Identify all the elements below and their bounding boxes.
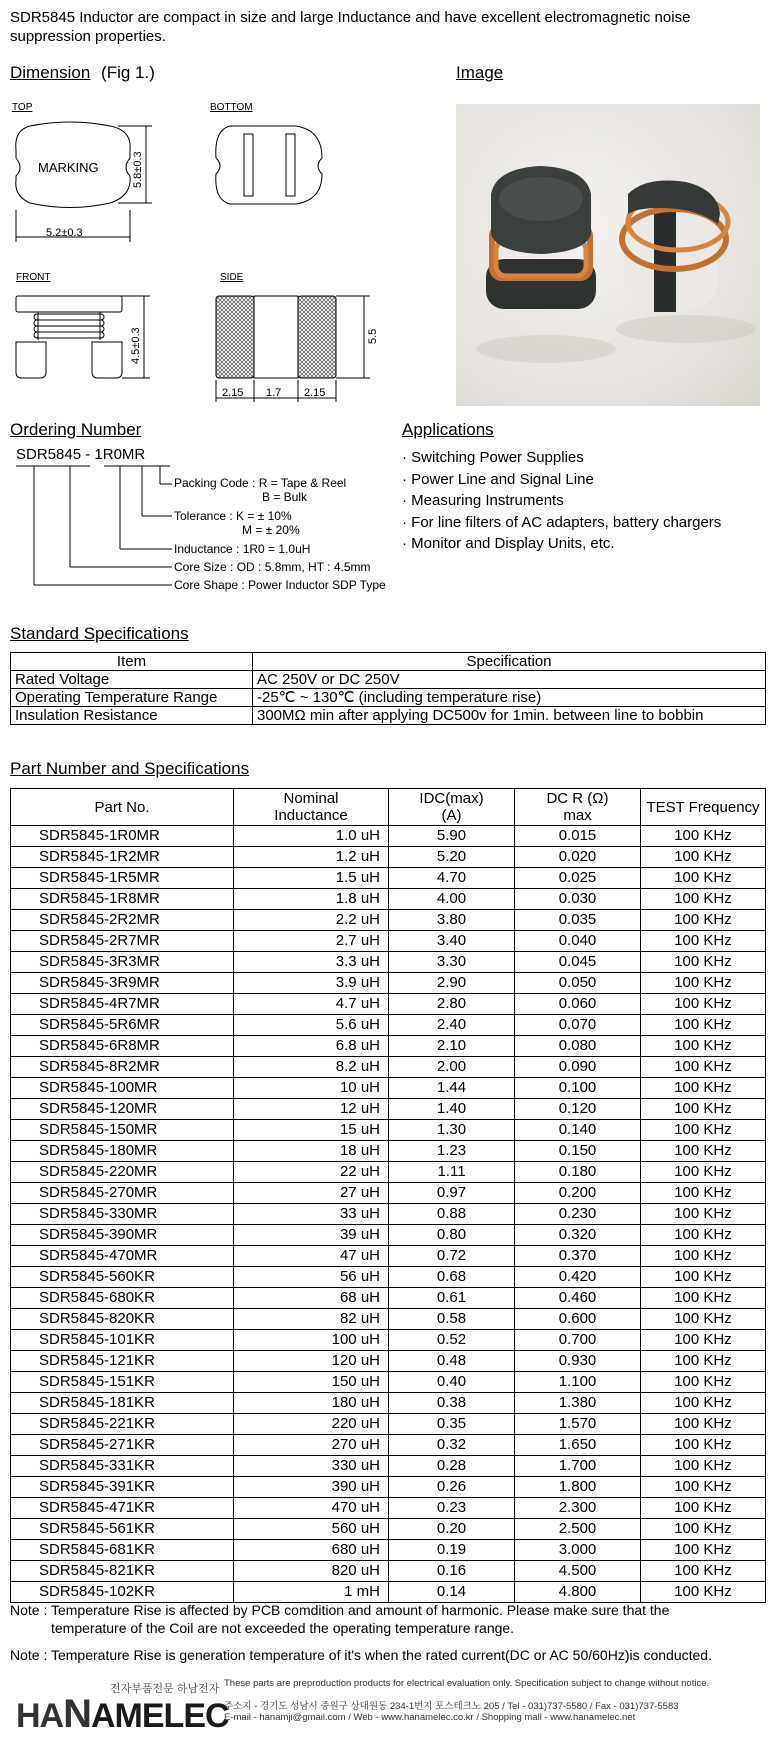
cell-inductance: 27 uH <box>234 1183 389 1204</box>
standard-specs-table <box>10 652 766 725</box>
cell-part-no: SDR5845-121KR <box>11 1351 234 1372</box>
table-row <box>11 1561 766 1582</box>
bottom-label: BOTTOM <box>210 102 253 113</box>
cell-dcr: 0.370 <box>515 1246 641 1267</box>
cell-inductance: 18 uH <box>234 1141 389 1162</box>
table-row <box>11 1204 766 1225</box>
cell-dcr: 2.300 <box>515 1498 641 1519</box>
cell-idc: 0.20 <box>389 1519 515 1540</box>
cell-idc: 3.30 <box>389 952 515 973</box>
cell-dcr: 1.100 <box>515 1372 641 1393</box>
cell-inductance: 180 uH <box>234 1393 389 1414</box>
cell-part-no: SDR5845-560KR <box>11 1267 234 1288</box>
cell-idc: 5.90 <box>389 826 515 847</box>
cell-dcr: 4.800 <box>515 1582 641 1603</box>
cell-part-no: SDR5845-102KR <box>11 1582 234 1603</box>
table-row <box>11 1330 766 1351</box>
cell-part-no: SDR5845-1R2MR <box>11 847 234 868</box>
ordering-line-core-size: Core Size : OD : 5.8mm, HT : 4.5mm <box>174 560 371 574</box>
cell-inductance: 8.2 uH <box>234 1057 389 1078</box>
cell-inductance: 33 uH <box>234 1204 389 1225</box>
cell-dcr: 0.070 <box>515 1015 641 1036</box>
cell-dcr: 0.060 <box>515 994 641 1015</box>
ordering-line-tolerance: Tolerance : K = ± 10% <box>174 509 292 523</box>
parts-title: Part Number and Specifications <box>10 759 250 778</box>
cell-idc: 1.11 <box>389 1162 515 1183</box>
table-cell: Rated Voltage <box>11 671 253 689</box>
cell-dcr: 0.460 <box>515 1288 641 1309</box>
table-row <box>11 1267 766 1288</box>
table-row <box>11 707 766 725</box>
cell-dcr: 0.140 <box>515 1120 641 1141</box>
cell-dcr: 3.000 <box>515 1540 641 1561</box>
table-cell: Insulation Resistance <box>11 707 253 725</box>
table-row <box>11 1099 766 1120</box>
table-cell: AC 250V or DC 250V <box>253 671 766 689</box>
cell-inductance: 100 uH <box>234 1330 389 1351</box>
cell-dcr: 4.500 <box>515 1561 641 1582</box>
note-2: Note : Temperature Rise is generation temperature of it's when the rated current(DC or AC 50/60Hz)is conducted. <box>10 1647 712 1663</box>
cell-dcr: 0.045 <box>515 952 641 973</box>
cell-test-frequency: 100 KHz <box>641 1036 766 1057</box>
table-row <box>11 671 766 689</box>
applications-list <box>402 447 721 555</box>
cell-dcr: 1.700 <box>515 1456 641 1477</box>
cell-part-no: SDR5845-681KR <box>11 1540 234 1561</box>
cell-test-frequency: 100 KHz <box>641 1204 766 1225</box>
table-row <box>11 1246 766 1267</box>
table-row <box>11 826 766 847</box>
cell-inductance: 3.3 uH <box>234 952 389 973</box>
cell-part-no: SDR5845-221KR <box>11 1414 234 1435</box>
cell-dcr: 1.380 <box>515 1393 641 1414</box>
cell-dcr: 0.150 <box>515 1141 641 1162</box>
cell-idc: 0.97 <box>389 1183 515 1204</box>
table-header-cell: Item <box>11 653 253 671</box>
cell-idc: 4.00 <box>389 889 515 910</box>
cell-idc: 0.61 <box>389 1288 515 1309</box>
cell-part-no: SDR5845-6R8MR <box>11 1036 234 1057</box>
table-row <box>11 1078 766 1099</box>
cell-test-frequency: 100 KHz <box>641 910 766 931</box>
cell-part-no: SDR5845-100MR <box>11 1078 234 1099</box>
cell-part-no: SDR5845-390MR <box>11 1225 234 1246</box>
cell-idc: 1.44 <box>389 1078 515 1099</box>
cell-idc: 0.88 <box>389 1204 515 1225</box>
cell-dcr: 0.020 <box>515 847 641 868</box>
cell-idc: 0.58 <box>389 1309 515 1330</box>
cell-test-frequency: 100 KHz <box>641 931 766 952</box>
table-row <box>11 689 766 707</box>
table-row <box>11 868 766 889</box>
cell-idc: 0.68 <box>389 1267 515 1288</box>
cell-test-frequency: 100 KHz <box>641 994 766 1015</box>
marking-text: MARKING <box>38 160 99 175</box>
cell-idc: 3.80 <box>389 910 515 931</box>
cell-dcr: 0.030 <box>515 889 641 910</box>
cell-test-frequency: 100 KHz <box>641 1246 766 1267</box>
cell-test-frequency: 100 KHz <box>641 1183 766 1204</box>
cell-test-frequency: 100 KHz <box>641 1582 766 1603</box>
cell-part-no: SDR5845-820KR <box>11 1309 234 1330</box>
table-row <box>11 1435 766 1456</box>
cell-test-frequency: 100 KHz <box>641 1078 766 1099</box>
table-row <box>11 1057 766 1078</box>
cell-dcr: 0.930 <box>515 1351 641 1372</box>
note-1-line-b: temperature of the Coil are not exceeded the operating temperature range. <box>51 1620 515 1636</box>
cell-idc: 0.48 <box>389 1351 515 1372</box>
cell-idc: 0.16 <box>389 1561 515 1582</box>
footer-disclaimer: These parts are preproduction products for electrical evaluation only. Specification subject to change without notice. <box>224 1678 710 1689</box>
ordering-line-bulk: B = Bulk <box>262 490 308 504</box>
table-row <box>11 847 766 868</box>
logo-part-b: N <box>63 1692 91 1736</box>
ordering-code-sep: - <box>81 446 95 463</box>
cell-dcr: 0.320 <box>515 1225 641 1246</box>
header-dcr: DC R (Ω) max <box>515 789 641 826</box>
cell-inductance: 150 uH <box>234 1372 389 1393</box>
cell-inductance: 1.8 uH <box>234 889 389 910</box>
application-item: · Power Line and Signal Line <box>402 470 594 488</box>
cell-inductance: 220 uH <box>234 1414 389 1435</box>
table-row <box>11 1036 766 1057</box>
table-row <box>11 1162 766 1183</box>
cell-dcr: 0.035 <box>515 910 641 931</box>
ordering-code-base: SDR5845 <box>16 446 82 463</box>
cell-idc: 0.32 <box>389 1435 515 1456</box>
cell-part-no: SDR5845-5R6MR <box>11 1015 234 1036</box>
cell-part-no: SDR5845-680KR <box>11 1288 234 1309</box>
cell-idc: 2.40 <box>389 1015 515 1036</box>
footer-address: 주소지 - 경기도 성남시 중원구 상대원동 234-1번지 포스테크노 205 / Tel - 031)737-5580 / Fax - 031)737-5583 <box>224 1701 679 1712</box>
cell-inductance: 4.7 uH <box>234 994 389 1015</box>
cell-test-frequency: 100 KHz <box>641 952 766 973</box>
table-row <box>11 1456 766 1477</box>
cell-inductance: 560 uH <box>234 1519 389 1540</box>
ordering-title: Ordering Number <box>10 420 142 439</box>
cell-part-no: SDR5845-330MR <box>11 1204 234 1225</box>
cell-part-no: SDR5845-3R3MR <box>11 952 234 973</box>
footer <box>10 1672 770 1738</box>
cell-inductance: 1.2 uH <box>234 847 389 868</box>
table-row <box>11 1498 766 1519</box>
cell-inductance: 10 uH <box>234 1078 389 1099</box>
cell-inductance: 47 uH <box>234 1246 389 1267</box>
table-row <box>11 889 766 910</box>
ordering-line-packing: Packing Code : R = Tape & Reel <box>174 476 347 490</box>
cell-inductance: 1.5 uH <box>234 868 389 889</box>
table-row <box>11 1372 766 1393</box>
cell-test-frequency: 100 KHz <box>641 1498 766 1519</box>
application-item: · Monitor and Display Units, etc. <box>402 535 615 552</box>
standard-specs-title: Standard Specifications <box>10 624 189 643</box>
cell-part-no: SDR5845-1R5MR <box>11 868 234 889</box>
cell-inductance: 15 uH <box>234 1120 389 1141</box>
table-row <box>11 931 766 952</box>
cell-test-frequency: 100 KHz <box>641 847 766 868</box>
cell-test-frequency: 100 KHz <box>641 868 766 889</box>
table-row <box>11 1120 766 1141</box>
cell-part-no: SDR5845-1R8MR <box>11 889 234 910</box>
cell-inductance: 1 mH <box>234 1582 389 1603</box>
product-photo <box>456 104 760 406</box>
front-label: FRONT <box>16 272 51 283</box>
cell-dcr: 0.050 <box>515 973 641 994</box>
cell-idc: 0.80 <box>389 1225 515 1246</box>
table-header-row <box>11 653 766 671</box>
cell-part-no: SDR5845-471KR <box>11 1498 234 1519</box>
cell-inductance: 2.2 uH <box>234 910 389 931</box>
cell-part-no: SDR5845-150MR <box>11 1120 234 1141</box>
cell-dcr: 1.800 <box>515 1477 641 1498</box>
cell-idc: 4.70 <box>389 868 515 889</box>
cell-test-frequency: 100 KHz <box>641 1120 766 1141</box>
cell-part-no: SDR5845-271KR <box>11 1435 234 1456</box>
ordering-packing <box>174 476 346 504</box>
footer-contact: E-mail - hanamji@gmail.com / Web - www.hanamelec.co.kr / Shopping mall - www.hanamelec.net <box>224 1712 636 1723</box>
cell-test-frequency: 100 KHz <box>641 1393 766 1414</box>
cell-idc: 1.40 <box>389 1099 515 1120</box>
cell-part-no: SDR5845-4R7MR <box>11 994 234 1015</box>
cell-idc: 0.23 <box>389 1498 515 1519</box>
header-test-frequency: TEST Frequency <box>641 789 766 826</box>
cell-inductance: 6.8 uH <box>234 1036 389 1057</box>
cell-inductance: 68 uH <box>234 1288 389 1309</box>
cell-inductance: 680 uH <box>234 1540 389 1561</box>
cell-idc: 0.40 <box>389 1372 515 1393</box>
cell-dcr: 1.650 <box>515 1435 641 1456</box>
cell-idc: 2.90 <box>389 973 515 994</box>
cell-inductance: 1.0 uH <box>234 826 389 847</box>
cell-part-no: SDR5845-331KR <box>11 1456 234 1477</box>
dim-width-text: 5.2±0.3 <box>46 227 83 239</box>
table-row <box>11 1309 766 1330</box>
cell-part-no: SDR5845-181KR <box>11 1393 234 1414</box>
cell-dcr: 0.420 <box>515 1267 641 1288</box>
header-idc: IDC(max) (A) <box>389 789 515 826</box>
cell-inductance: 5.6 uH <box>234 1015 389 1036</box>
parts-table <box>10 788 766 1603</box>
cell-test-frequency: 100 KHz <box>641 1015 766 1036</box>
cell-idc: 3.40 <box>389 931 515 952</box>
dim-side-a-text: 2.15 <box>222 387 244 399</box>
cell-test-frequency: 100 KHz <box>641 826 766 847</box>
application-item: · For line filters of AC adapters, battery chargers <box>402 513 722 531</box>
cell-idc: 0.28 <box>389 1456 515 1477</box>
cell-inductance: 3.9 uH <box>234 973 389 994</box>
cell-test-frequency: 100 KHz <box>641 1540 766 1561</box>
cell-part-no: SDR5845-1R0MR <box>11 826 234 847</box>
table-row <box>11 1141 766 1162</box>
table-row <box>11 910 766 931</box>
cell-part-no: SDR5845-470MR <box>11 1246 234 1267</box>
cell-dcr: 0.090 <box>515 1057 641 1078</box>
cell-dcr: 0.040 <box>515 931 641 952</box>
table-header-cell: Specification <box>253 653 766 671</box>
cell-dcr: 1.570 <box>515 1414 641 1435</box>
table-row <box>11 1351 766 1372</box>
table-cell: -25℃ ~ 130℃ (including temperature rise) <box>253 689 766 707</box>
intro-text: SDR5845 Inductor are compact in size and large Inductance and have excellent electromagnetic noise suppression properties. <box>10 9 691 45</box>
logo-korean: 전자부품전문 하남전자 <box>110 1683 220 1695</box>
note-1 <box>10 1601 669 1637</box>
cell-idc: 0.38 <box>389 1393 515 1414</box>
dim-side-height-text: 5.5 <box>367 328 379 344</box>
table-row <box>11 1015 766 1036</box>
cell-part-no: SDR5845-2R7MR <box>11 931 234 952</box>
cell-test-frequency: 100 KHz <box>641 1309 766 1330</box>
dimension-title: Dimension <box>10 63 91 82</box>
cell-inductance: 390 uH <box>234 1477 389 1498</box>
cell-dcr: 0.080 <box>515 1036 641 1057</box>
cell-part-no: SDR5845-3R9MR <box>11 973 234 994</box>
ordering-line-tolerance-m: M = ± 20% <box>242 523 300 537</box>
ordering-tolerance <box>174 509 300 537</box>
cell-idc: 1.30 <box>389 1120 515 1141</box>
cell-part-no: SDR5845-270MR <box>11 1183 234 1204</box>
applications-title: Applications <box>402 420 494 439</box>
table-cell: 300MΩ min after applying DC500v for 1min. between line to bobbin <box>253 707 766 725</box>
cell-part-no: SDR5845-2R2MR <box>11 910 234 931</box>
cell-inductance: 82 uH <box>234 1309 389 1330</box>
table-row <box>11 1519 766 1540</box>
table-row <box>11 1414 766 1435</box>
cell-inductance: 39 uH <box>234 1225 389 1246</box>
cell-inductance: 12 uH <box>234 1099 389 1120</box>
cell-part-no: SDR5845-120MR <box>11 1099 234 1120</box>
cell-test-frequency: 100 KHz <box>641 889 766 910</box>
cell-idc: 2.00 <box>389 1057 515 1078</box>
cell-test-frequency: 100 KHz <box>641 1099 766 1120</box>
cell-dcr: 0.025 <box>515 868 641 889</box>
table-row <box>11 1393 766 1414</box>
header-inductance: Nominal Inductance <box>234 789 389 826</box>
cell-inductance: 820 uH <box>234 1561 389 1582</box>
cell-idc: 0.52 <box>389 1330 515 1351</box>
note-1-line-a: Note : Temperature Rise is affected by PCB comdition and amount of harmonic. Please make sure that the <box>10 1602 670 1618</box>
application-item: · Measuring Instruments <box>402 492 564 509</box>
cell-part-no: SDR5845-101KR <box>11 1330 234 1351</box>
cell-test-frequency: 100 KHz <box>641 1456 766 1477</box>
cell-test-frequency: 100 KHz <box>641 1141 766 1162</box>
dim-side-b-text: 1.7 <box>266 387 282 399</box>
cell-part-no: SDR5845-220MR <box>11 1162 234 1183</box>
table-row <box>11 1225 766 1246</box>
cell-part-no: SDR5845-561KR <box>11 1519 234 1540</box>
cell-dcr: 0.200 <box>515 1183 641 1204</box>
cell-idc: 2.80 <box>389 994 515 1015</box>
cell-test-frequency: 100 KHz <box>641 1435 766 1456</box>
cell-test-frequency: 100 KHz <box>641 1330 766 1351</box>
cell-dcr: 2.500 <box>515 1519 641 1540</box>
table-row <box>11 973 766 994</box>
dim-side-c-text: 2.15 <box>304 387 326 399</box>
cell-test-frequency: 100 KHz <box>641 1351 766 1372</box>
company-logo <box>16 1692 229 1737</box>
cell-inductance: 22 uH <box>234 1162 389 1183</box>
ordering-line-core-shape: Core Shape : Power Inductor SDP Type <box>174 578 386 592</box>
table-row <box>11 1477 766 1498</box>
application-item: · Switching Power Supplies <box>402 449 584 466</box>
cell-idc: 0.35 <box>389 1414 515 1435</box>
cell-part-no: SDR5845-821KR <box>11 1561 234 1582</box>
side-label: SIDE <box>220 272 244 283</box>
cell-dcr: 0.700 <box>515 1330 641 1351</box>
cell-idc: 2.10 <box>389 1036 515 1057</box>
cell-idc: 0.19 <box>389 1540 515 1561</box>
cell-inductance: 120 uH <box>234 1351 389 1372</box>
cell-test-frequency: 100 KHz <box>641 1519 766 1540</box>
cell-test-frequency: 100 KHz <box>641 1372 766 1393</box>
cell-test-frequency: 100 KHz <box>641 1288 766 1309</box>
cell-dcr: 0.120 <box>515 1099 641 1120</box>
table-row <box>11 1183 766 1204</box>
cell-idc: 0.14 <box>389 1582 515 1603</box>
ordering-line-inductance: Inductance : 1R0 = 1.0uH <box>174 542 311 556</box>
table-row <box>11 1288 766 1309</box>
table-cell: Operating Temperature Range <box>11 689 253 707</box>
inductor-photo-illustration <box>456 104 760 406</box>
cell-inductance: 330 uH <box>234 1456 389 1477</box>
image-title: Image <box>456 63 504 82</box>
logo-part-a: HA <box>16 1697 64 1735</box>
cell-test-frequency: 100 KHz <box>641 1414 766 1435</box>
cell-dcr: 0.180 <box>515 1162 641 1183</box>
cell-part-no: SDR5845-8R2MR <box>11 1057 234 1078</box>
cell-part-no: SDR5845-151KR <box>11 1372 234 1393</box>
cell-test-frequency: 100 KHz <box>641 1561 766 1582</box>
cell-test-frequency: 100 KHz <box>641 1225 766 1246</box>
cell-part-no: SDR5845-391KR <box>11 1477 234 1498</box>
cell-test-frequency: 100 KHz <box>641 1267 766 1288</box>
cell-dcr: 0.015 <box>515 826 641 847</box>
table-row <box>11 994 766 1015</box>
table-row <box>11 1582 766 1603</box>
parts-table-body <box>11 826 766 1603</box>
dim-height-text: 5.8±0.3 <box>132 151 144 188</box>
cell-inductance: 2.7 uH <box>234 931 389 952</box>
cell-idc: 1.23 <box>389 1141 515 1162</box>
cell-test-frequency: 100 KHz <box>641 973 766 994</box>
cell-dcr: 0.600 <box>515 1309 641 1330</box>
cell-test-frequency: 100 KHz <box>641 1162 766 1183</box>
cell-part-no: SDR5845-180MR <box>11 1141 234 1162</box>
logo-part-c: AMELEC <box>91 1697 229 1735</box>
table-row <box>11 952 766 973</box>
ordering-code-suffix: 1R0MR <box>94 446 146 463</box>
dimension-fig: (Fig 1.) <box>101 63 155 82</box>
cell-idc: 5.20 <box>389 847 515 868</box>
top-label: TOP <box>12 102 33 113</box>
cell-idc: 0.72 <box>389 1246 515 1267</box>
cell-inductance: 56 uH <box>234 1267 389 1288</box>
cell-idc: 0.26 <box>389 1477 515 1498</box>
header-part-no: Part No. <box>11 789 234 826</box>
dim-front-height-text: 4.5±0.3 <box>130 327 142 364</box>
cell-dcr: 0.230 <box>515 1204 641 1225</box>
cell-test-frequency: 100 KHz <box>641 1477 766 1498</box>
cell-inductance: 270 uH <box>234 1435 389 1456</box>
table-row <box>11 1540 766 1561</box>
cell-inductance: 470 uH <box>234 1498 389 1519</box>
table-header-row <box>11 789 766 826</box>
cell-test-frequency: 100 KHz <box>641 1057 766 1078</box>
cell-dcr: 0.100 <box>515 1078 641 1099</box>
